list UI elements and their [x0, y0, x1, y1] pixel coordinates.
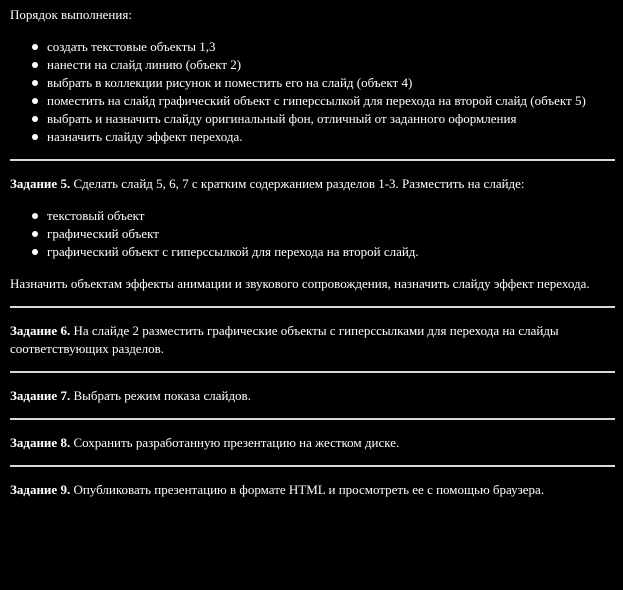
divider — [10, 418, 615, 420]
list-item: создать текстовые объекты 1,3 — [47, 38, 615, 56]
task-7-text: Выбрать режим показа слайдов. — [70, 388, 251, 403]
task-5-label: Задание 5. — [10, 176, 71, 191]
task-9-label: Задание 9. — [10, 482, 71, 497]
task-8-label: Задание 8. — [10, 435, 71, 450]
task-7-label: Задание 7. — [10, 388, 71, 403]
procedure-list — [10, 38, 615, 146]
list-item: назначить слайду эффект перехода. — [47, 128, 615, 146]
task-9-text: Опубликовать презентацию в формате HTML и просмотреть ее с помощью браузера. — [70, 482, 545, 497]
task-7-paragraph — [10, 387, 615, 405]
task-9-paragraph — [10, 481, 615, 499]
list-item: выбрать в коллекции рисунок и поместить его на слайд (объект 4) — [47, 74, 615, 92]
divider — [10, 371, 615, 373]
list-item: нанести на слайд линию (объект 2) — [47, 56, 615, 74]
task-8-text: Сохранить разработанную презентацию на жестком диске. — [70, 435, 400, 450]
list-item: текстовый объект — [47, 207, 615, 225]
task-6-label: Задание 6. — [10, 323, 71, 338]
list-item: графический объект — [47, 225, 615, 243]
divider — [10, 306, 615, 308]
task-6-text: На слайде 2 разместить графические объекты с гиперссылками для перехода на слайды соответствующих разделов. — [10, 323, 559, 356]
task-5-note: Назначить объектам эффекты анимации и звукового сопровождения, назначить слайду эффект перехода. — [10, 276, 590, 291]
task-8-paragraph — [10, 434, 615, 452]
task-5-paragraph — [10, 175, 615, 193]
task-5-list — [10, 207, 615, 261]
task-6-paragraph — [10, 322, 615, 358]
procedure-heading: Порядок выполнения: — [10, 7, 132, 22]
divider — [10, 159, 615, 161]
list-item: выбрать и назначить слайду оригинальный фон, отличный от заданного оформления — [47, 110, 615, 128]
list-item: поместить на слайд графический объект с гиперссылкой для перехода на второй слайд (объект 5) — [47, 92, 615, 110]
divider — [10, 465, 615, 467]
list-item: графический объект с гиперссылкой для перехода на второй слайд. — [47, 243, 615, 261]
task-5-text: Сделать слайд 5, 6, 7 с кратким содержанием разделов 1-3. Разместить на слайде: — [70, 176, 525, 191]
